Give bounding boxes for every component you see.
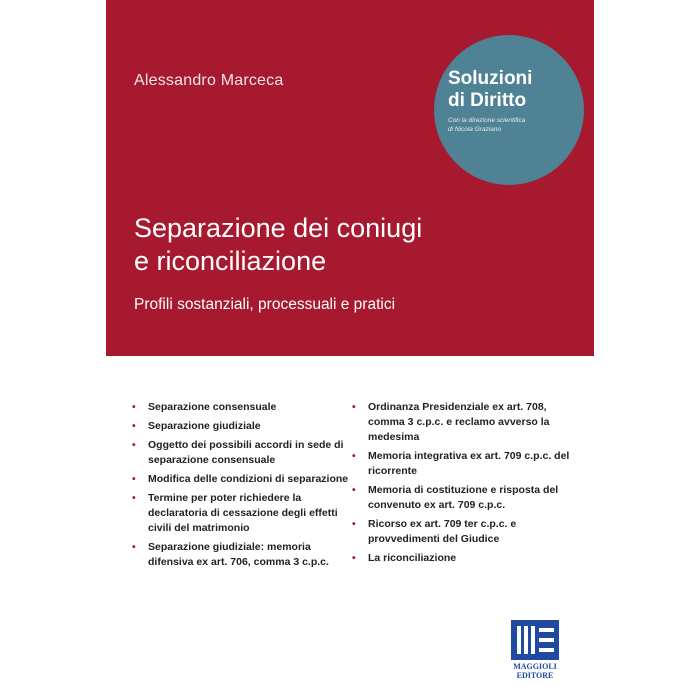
- book-title: [134, 212, 422, 278]
- book-subtitle: Profili sostanziali, processuali e pratici: [134, 296, 396, 313]
- contents-item-text: Termine per poter richiedere la declaratoria di cessazione degli effetti civili del matrimonio: [148, 492, 338, 534]
- publisher-name-line1: MAGGIOLI: [513, 662, 557, 671]
- contents-item-text: Modifica delle condizioni di separazione: [148, 473, 349, 485]
- bullet-icon: •: [132, 492, 136, 504]
- bullet-icon: •: [352, 450, 356, 462]
- bullet-icon: •: [132, 473, 136, 485]
- series-name: [448, 68, 532, 112]
- contents-item-text: Memoria integrativa ex art. 709 c.p.c. del ricorrente: [368, 450, 570, 477]
- contents-item: [132, 540, 352, 570]
- contents-list-left: [132, 400, 352, 574]
- book-cover: [106, 0, 594, 700]
- contents-item-text: La riconciliazione: [368, 552, 457, 564]
- bullet-icon: •: [132, 541, 136, 553]
- series-direction-line2: di Nicola Graziano: [448, 126, 502, 133]
- series-name-line2: di Diritto: [448, 90, 527, 111]
- contents-item: [132, 491, 352, 536]
- publisher-logo-icon: [511, 620, 559, 660]
- book-title-line2: e riconciliazione: [134, 246, 327, 276]
- contents-item-text: Oggetto dei possibili accordi in sede di separazione consensuale: [148, 439, 344, 466]
- series-badge: [434, 35, 584, 185]
- contents-list-right: [352, 400, 582, 570]
- bullet-icon: •: [352, 552, 356, 564]
- series-direction-line1: Con la direzione scientifica: [448, 117, 526, 124]
- bullet-icon: •: [352, 484, 356, 496]
- bullet-icon: •: [132, 439, 136, 451]
- contents-item-text: Separazione giudiziale: memoria difensiva ex art. 706, comma 3 c.p.c.: [148, 541, 329, 568]
- bullet-icon: •: [352, 401, 356, 413]
- contents-item: [352, 449, 582, 479]
- publisher-logo: [511, 620, 559, 690]
- publisher-name: [511, 662, 559, 680]
- bullet-icon: •: [132, 401, 136, 413]
- contents-item-text: Ordinanza Presidenziale ex art. 708, comma 3 c.p.c. e reclamo avverso la medesima: [368, 401, 550, 443]
- publisher-name-line2: EDITORE: [516, 671, 554, 680]
- bullet-icon: •: [132, 420, 136, 432]
- contents-item: [132, 438, 352, 468]
- contents-item: [352, 517, 582, 547]
- cover-red-panel: [106, 0, 594, 356]
- contents-item: [132, 419, 352, 434]
- series-direction: [448, 116, 525, 134]
- contents-item-text: Ricorso ex art. 709 ter c.p.c. e provvedimenti del Giudice: [368, 518, 517, 545]
- contents-item: [352, 400, 582, 445]
- contents-item: [352, 483, 582, 513]
- contents-item: [132, 472, 352, 487]
- book-title-line1: Separazione dei coniugi: [134, 213, 423, 243]
- contents-item-text: Separazione giudiziale: [148, 420, 261, 432]
- contents-item-text: Memoria di costituzione e risposta del convenuto ex art. 709 c.p.c.: [368, 484, 559, 511]
- series-name-line1: Soluzioni: [448, 68, 533, 89]
- contents-item-text: Separazione consensuale: [148, 401, 277, 413]
- contents-item: [132, 400, 352, 415]
- author-name: Alessandro Marceca: [134, 72, 284, 89]
- contents-item: [352, 551, 582, 566]
- bullet-icon: •: [352, 518, 356, 530]
